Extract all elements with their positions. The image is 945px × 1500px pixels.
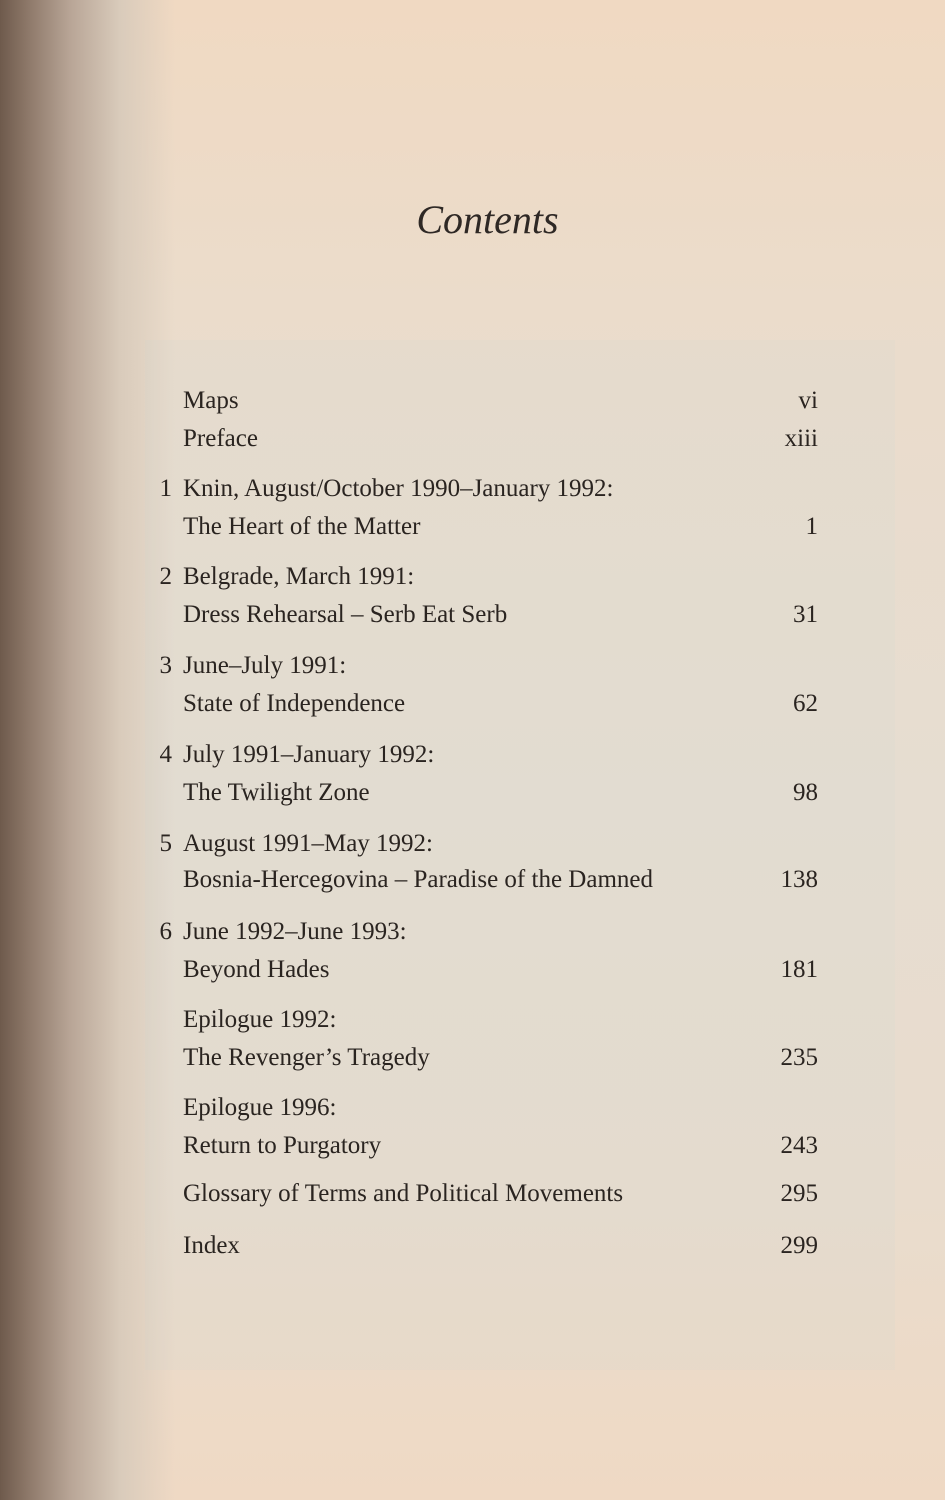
page-number: 299 xyxy=(780,1232,818,1259)
entry-subtitle: June–July 1991: xyxy=(183,652,347,679)
chapter-number: 5 xyxy=(159,830,172,857)
entry-title: Dress Rehearsal – Serb Eat Serb xyxy=(183,601,508,628)
page-number: 138 xyxy=(780,866,818,893)
entry-title: The Twilight Zone xyxy=(183,779,370,806)
entry-title: Return to Purgatory xyxy=(183,1132,382,1159)
page-number: xiii xyxy=(784,425,818,452)
page-number: 62 xyxy=(793,690,818,717)
entry-subtitle: Knin, August/October 1990–January 1992: xyxy=(183,475,614,502)
page-number: 295 xyxy=(780,1180,818,1207)
entry-title: Bosnia-Hercegovina – Paradise of the Damned xyxy=(183,866,653,893)
entry-title: Maps xyxy=(183,387,239,414)
page-title: Contents xyxy=(416,197,559,242)
page-number: 1 xyxy=(805,513,818,540)
chapter-number: 1 xyxy=(159,475,172,502)
chapter-number: 6 xyxy=(159,918,172,945)
page-number: vi xyxy=(798,387,818,414)
chapter-number: 2 xyxy=(159,563,172,590)
entry-subtitle: Epilogue 1992: xyxy=(183,1006,337,1033)
page-number: 243 xyxy=(780,1132,818,1159)
entry-title: Glossary of Terms and Political Movements xyxy=(183,1180,624,1207)
entry-subtitle: Epilogue 1996: xyxy=(183,1094,337,1121)
entry-subtitle: July 1991–January 1992: xyxy=(183,741,435,768)
page-number: 235 xyxy=(780,1044,818,1071)
entry-title: State of Independence xyxy=(183,690,406,717)
entry-title: The Heart of the Matter xyxy=(183,513,421,540)
entry-subtitle: Belgrade, March 1991: xyxy=(183,563,415,590)
page-number: 181 xyxy=(780,956,818,983)
entry-subtitle: August 1991–May 1992: xyxy=(183,830,433,857)
chapter-number: 4 xyxy=(159,741,172,768)
entry-title: The Revenger’s Tragedy xyxy=(183,1044,430,1071)
chapter-number: 3 xyxy=(159,652,172,679)
page-number: 98 xyxy=(793,779,818,806)
entry-title: Index xyxy=(183,1232,240,1259)
entry-title: Beyond Hades xyxy=(183,956,330,983)
entry-subtitle: June 1992–June 1993: xyxy=(183,918,407,945)
page-number: 31 xyxy=(793,601,818,628)
entry-title: Preface xyxy=(183,425,258,452)
